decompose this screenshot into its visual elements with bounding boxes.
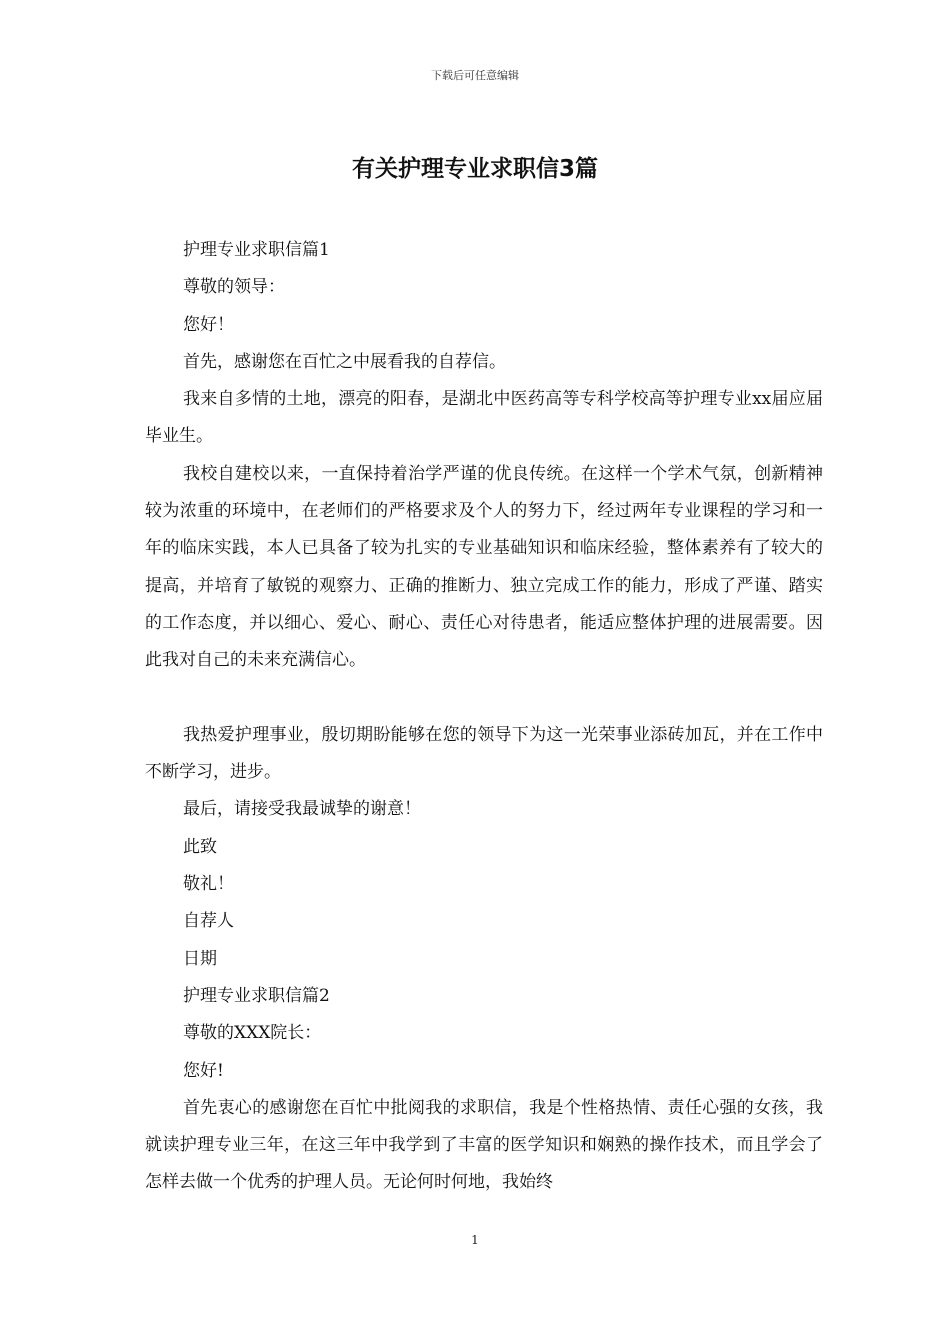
date-label: 日期 xyxy=(183,948,217,969)
section-heading-2: 护理专业求职信篇2 xyxy=(183,985,330,1006)
header-note: 下载后可任意编辑 xyxy=(431,69,519,82)
salutation: 尊敬的领导： xyxy=(183,277,285,298)
closing-thanks: 最后，请接受我最诚挚的谢意！ xyxy=(183,799,421,820)
document-title: 有关护理专业求职信3篇 xyxy=(351,156,598,182)
blank-line xyxy=(145,680,823,717)
greeting: 您好! xyxy=(183,1060,224,1081)
section-heading-1: 护理专业求职信篇1 xyxy=(183,240,330,260)
paragraph: 我校自建校以来，一直保持着治学严谨的优良传统。在这样一个学术气氛，创新精神较为浓重的环境中，在老师们的严格要求及个人的努力下，经过两年专业课程的学习和一年的临床实践，本人已具备了较为扎实的专业基础知识和临床经验，整体素养有了较大的提高，并培育了敏锐的观察力、正确的推断力、独立完成工作的能力，形成了严谨、踏实的工作态度，并以细心、爱心、耐心、责任心对待患者，能适应整体护理的进展需要。因此我对自己的未来充满信心。 xyxy=(145,463,823,671)
closing-regards: 此致 xyxy=(183,836,217,857)
paragraph: 我来自多情的土地，漂亮的阳春，是湖北中医药高等专科学校高等护理专业xx届应届毕业生。 xyxy=(145,389,823,447)
signature-label: 自荐人 xyxy=(183,911,234,932)
page-number: 1 xyxy=(471,1233,479,1247)
document-body xyxy=(145,232,823,1202)
salutation: 尊敬的XXX院长： xyxy=(183,1023,322,1044)
paragraph: 我热爱护理事业，殷切期盼能够在您的领导下为这一光荣事业添砖加瓦，并在工作中不断学习，进步。 xyxy=(145,724,823,783)
closing-salute: 敬礼！ xyxy=(183,874,234,895)
paragraph: 首先衷心的感谢您在百忙中批阅我的求职信，我是个性格热情、责任心强的女孩，我就读护理专业三年，在这三年中我学到了丰富的医学知识和娴熟的操作技术，而且学会了怎样去做一个优秀的护理人员。无论何时何地，我始终 xyxy=(145,1097,823,1193)
paragraph: 首先，感谢您在百忙之中展看我的自荐信。 xyxy=(183,351,506,372)
greeting: 您好！ xyxy=(183,314,234,335)
